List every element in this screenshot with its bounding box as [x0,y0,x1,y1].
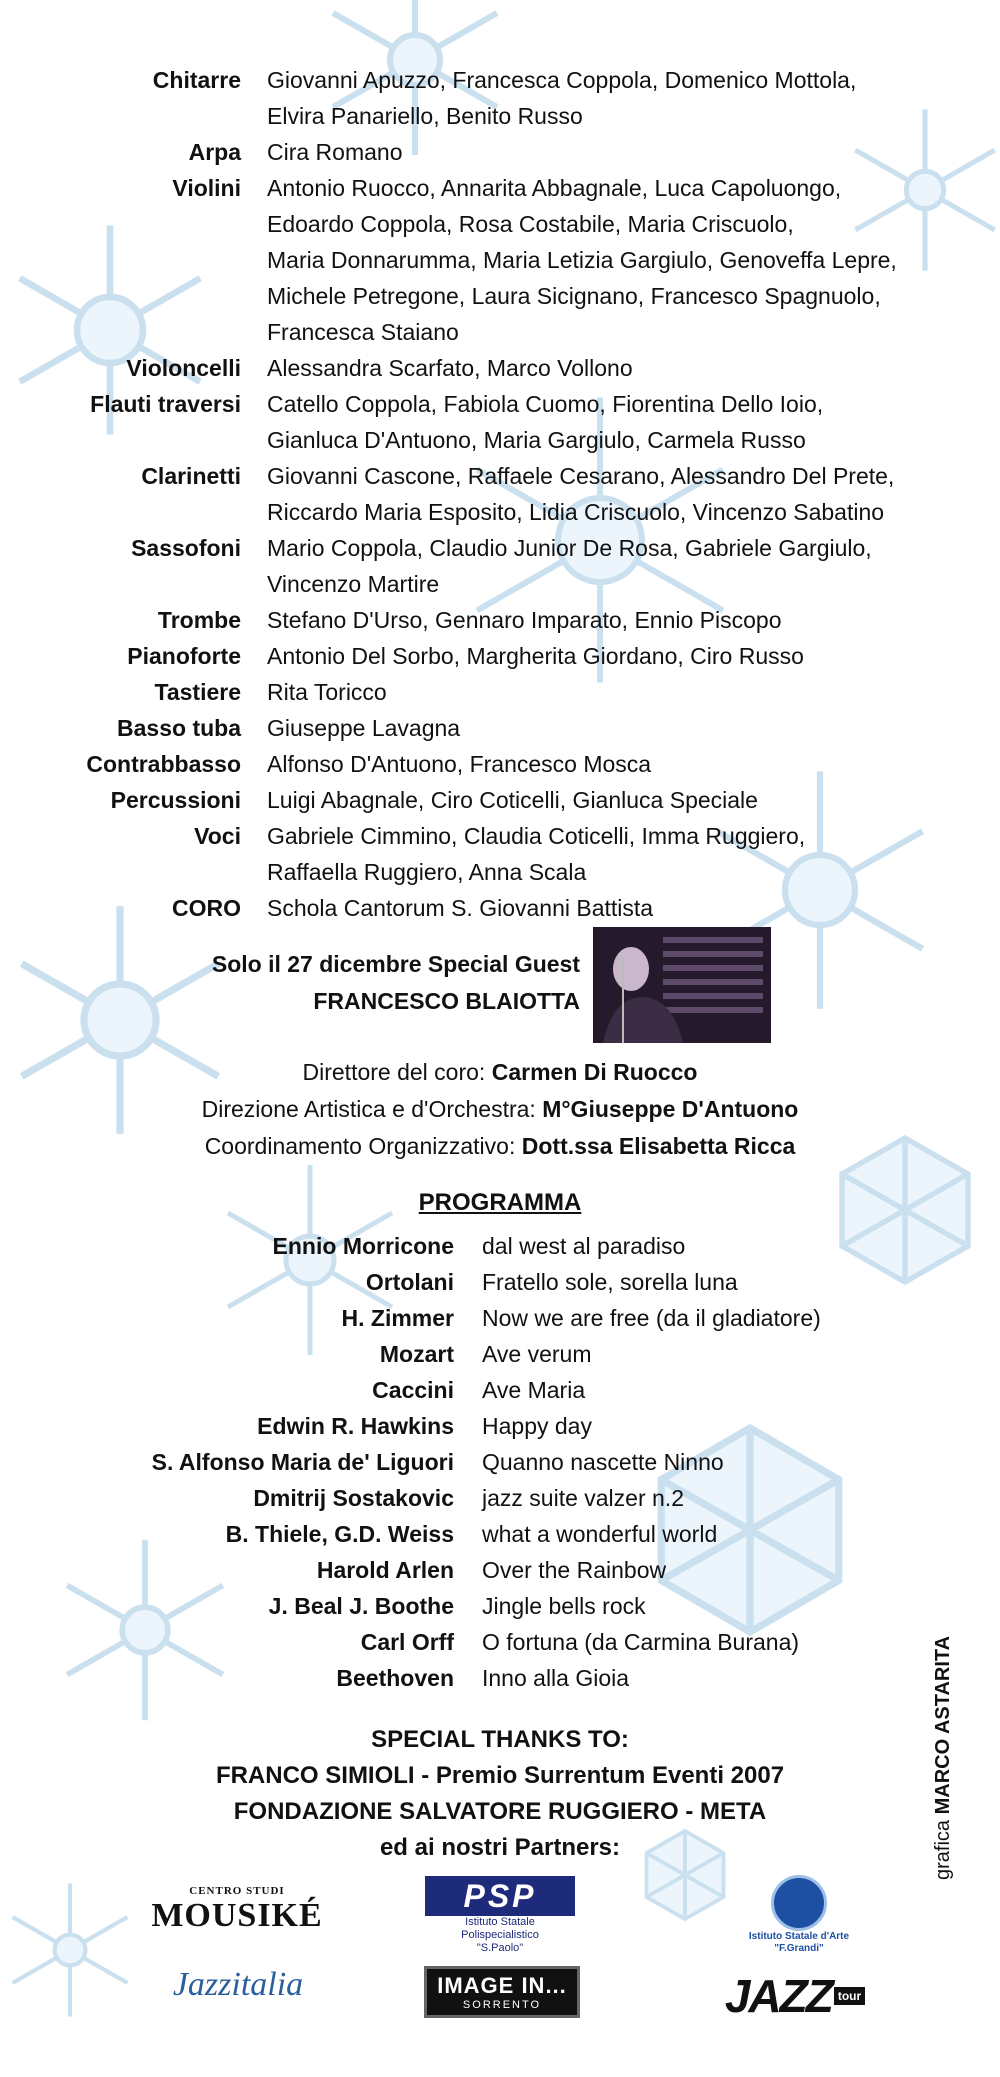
performer-line: Gabriele Cimmino, Claudia Coticelli, Imma Ruggiero, [267,823,806,849]
piece-title: O fortuna (da Carmina Burana) [482,1629,800,1655]
performer-names [267,134,917,170]
instrument-label: Sassofoni [131,535,241,561]
roster-row [0,782,1000,818]
fgrandi-logo: Istituto Statale d'Arte "F.Grandi" [734,1870,864,1960]
performer-line: Schola Cantorum S. Giovanni Battista [267,895,654,921]
composer-name: Edwin R. Hawkins [257,1413,454,1439]
piece-title: jazz suite valzer n.2 [482,1485,684,1511]
composer-name: S. Alfonso Maria de' Liguori [151,1449,454,1475]
instrument-label: Arpa [188,139,241,165]
roster-row [0,674,1000,710]
instrument-label: Tastiere [154,679,241,705]
direction-credits [0,1054,1000,1165]
instrument-label: Chitarre [152,67,241,93]
performer-names [267,890,917,926]
performer-line: Riccardo Maria Esposito, Lidia Criscuolo, Vincenzo Sabatino [267,499,885,525]
image-in-sorrento-logo: IMAGE IN... SORRENTO [424,1966,580,2018]
instrument-label: Violini [172,175,241,201]
performer-line: Giovanni Apuzzo, Francesca Coppola, Domenico Mottola, [267,67,857,93]
piece-title: Over the Rainbow [482,1557,667,1583]
instrument-label: Percussioni [110,787,241,813]
program-row [0,1228,1000,1264]
program-row [0,1264,1000,1300]
roster-row [0,62,1000,134]
guest-name: FRANCESCO BLAIOTTA [313,988,580,1014]
program-list [0,1228,1000,1696]
performer-line: Elvira Panariello, Benito Russo [267,103,583,129]
instrument-label: Flauti traversi [90,391,241,417]
performer-line: Francesca Staiano [267,319,459,345]
composer-name: Carl Orff [360,1629,454,1655]
program-row [0,1516,1000,1552]
composer-name: B. Thiele, G.D. Weiss [225,1521,454,1547]
performer-line: Antonio Ruocco, Annarita Abbagnale, Luca Capoluongo, [267,175,842,201]
performer-line: Giovanni Cascone, Raffaele Cesarano, Alessandro Del Prete, [267,463,895,489]
thanks-heading: SPECIAL THANKS TO: [371,1726,629,1753]
performer-line: Stefano D'Urso, Gennaro Imparato, Ennio Piscopo [267,607,782,633]
piece-title: Happy day [482,1413,592,1439]
performer-names [267,170,917,350]
composer-name: Caccini [372,1377,454,1403]
roster-row [0,746,1000,782]
performer-names [267,818,917,890]
composer-name: Dmitrij Sostakovic [253,1485,454,1511]
performer-names [267,674,917,710]
performer-line: Maria Donnarumma, Maria Letizia Gargiulo, Genoveffa Lepre, [267,247,897,273]
performer-names [267,710,917,746]
instrument-label: Pianoforte [127,643,241,669]
piece-title: Ave Maria [482,1377,586,1403]
instrument-label: Violoncelli [126,355,241,381]
roster-row [0,134,1000,170]
performer-names [267,350,917,386]
roster-row [0,710,1000,746]
performer-names [267,62,917,134]
mousike-logo: CENTRO STUDI MOUSIKÉ [151,1885,323,1934]
performer-names [267,746,917,782]
choir-director: Direttore del coro: Carmen Di Ruocco [302,1059,698,1085]
program-row [0,1408,1000,1444]
guest-photo [593,927,771,1043]
roster-row [0,818,1000,890]
program-row [0,1588,1000,1624]
seal-icon [771,1875,827,1931]
roster-row [0,530,1000,602]
composer-name: Ennio Morricone [272,1233,454,1259]
performer-line: Antonio Del Sorbo, Margherita Giordano, Ciro Russo [267,643,804,669]
psp-logo: PSP Istituto Statale Polispecialistico "S.Paolo" [420,1870,580,1960]
performer-line: Michele Petregone, Laura Sicignano, Francesco Spagnuolo, [267,283,881,309]
performer-names [267,530,917,602]
instrument-label: Trombe [157,607,241,633]
jazzitalia-logo: Jazzitalia [172,1966,304,2003]
piece-title: Fratello sole, sorella luna [482,1269,738,1295]
piece-title: Jingle bells rock [482,1593,646,1619]
instrument-label: CORO [172,895,241,921]
performer-line: Cira Romano [267,139,403,165]
performer-names [267,602,917,638]
performer-names [267,782,917,818]
program-row [0,1300,1000,1336]
composer-name: J. Beal J. Boothe [268,1593,454,1619]
composer-name: H. Zimmer [341,1305,454,1331]
roster-row [0,602,1000,638]
performer-line: Mario Coppola, Claudio Junior De Rosa, Gabriele Gargiulo, [267,535,872,561]
roster-row [0,350,1000,386]
performer-line: Alessandra Scarfato, Marco Vollono [267,355,633,381]
performer-line: Raffaella Ruggiero, Anna Scala [267,859,587,885]
piece-title: Inno alla Gioia [482,1665,630,1691]
program-row [0,1336,1000,1372]
program-row [0,1552,1000,1588]
piece-title: Now we are free (da il gladiatore) [482,1305,821,1331]
piece-title: what a wonderful world [482,1521,718,1547]
instrument-label: Basso tuba [117,715,241,741]
partners-heading: ed ai nostri Partners: [379,1834,621,1861]
guest-line: Solo il 27 dicembre Special Guest [211,951,580,977]
performer-line: Edoardo Coppola, Rosa Costabile, Maria Criscuolo, [267,211,794,237]
performer-line: Gianluca D'Antuono, Maria Gargiulo, Carmela Russo [267,427,806,453]
snowflake-icon [0,1830,140,2070]
special-guest [0,946,580,1020]
organizer: Coordinamento Organizzativo: Dott.ssa Elisabetta Ricca [204,1133,796,1159]
piece-title: Ave verum [482,1341,592,1367]
program-row [0,1660,1000,1696]
program-row [0,1480,1000,1516]
roster-row [0,386,1000,458]
piece-title: dal west al paradiso [482,1233,686,1259]
performer-line: Luigi Abagnale, Ciro Coticelli, Gianluca Speciale [267,787,758,813]
jazz-tour-logo: JAZZ tour [700,1968,890,2024]
thanks-line: FRANCO SIMIOLI - Premio Surrentum Eventi 2007 [215,1762,785,1789]
performer-line: Rita Toricco [267,679,387,705]
program-row [0,1372,1000,1408]
roster-row [0,170,1000,350]
roster-row [0,638,1000,674]
performer-line: Alfonso D'Antuono, Francesco Mosca [267,751,652,777]
instrument-label: Voci [194,823,241,849]
program-title: PROGRAMMA [418,1189,582,1216]
performer-names [267,458,917,530]
special-thanks [0,1722,1000,1866]
instrument-label: Clarinetti [141,463,241,489]
thanks-line: FONDAZIONE SALVATORE RUGGIERO - META [233,1798,767,1825]
piece-title: Quanno nascette Ninno [482,1449,724,1475]
performer-line: Vincenzo Martire [267,571,440,597]
performer-line: Giuseppe Lavagna [267,715,461,741]
composer-name: Mozart [379,1341,454,1367]
program-row [0,1624,1000,1660]
performers-roster [0,62,1000,926]
roster-row [0,458,1000,530]
guest-photo-image [593,927,771,1043]
composer-name: Harold Arlen [316,1557,454,1583]
instrument-label: Contrabbasso [86,751,241,777]
composer-name: Ortolani [365,1269,454,1295]
composer-name: Beethoven [336,1665,454,1691]
artistic-director: Direzione Artistica e d'Orchestra: M°Giuseppe D'Antuono [201,1096,799,1122]
roster-row [0,890,1000,926]
program-row [0,1444,1000,1480]
performer-names [267,386,917,458]
performer-line: Catello Coppola, Fabiola Cuomo, Fiorentina Dello Ioio, [267,391,824,417]
performer-names [267,638,917,674]
